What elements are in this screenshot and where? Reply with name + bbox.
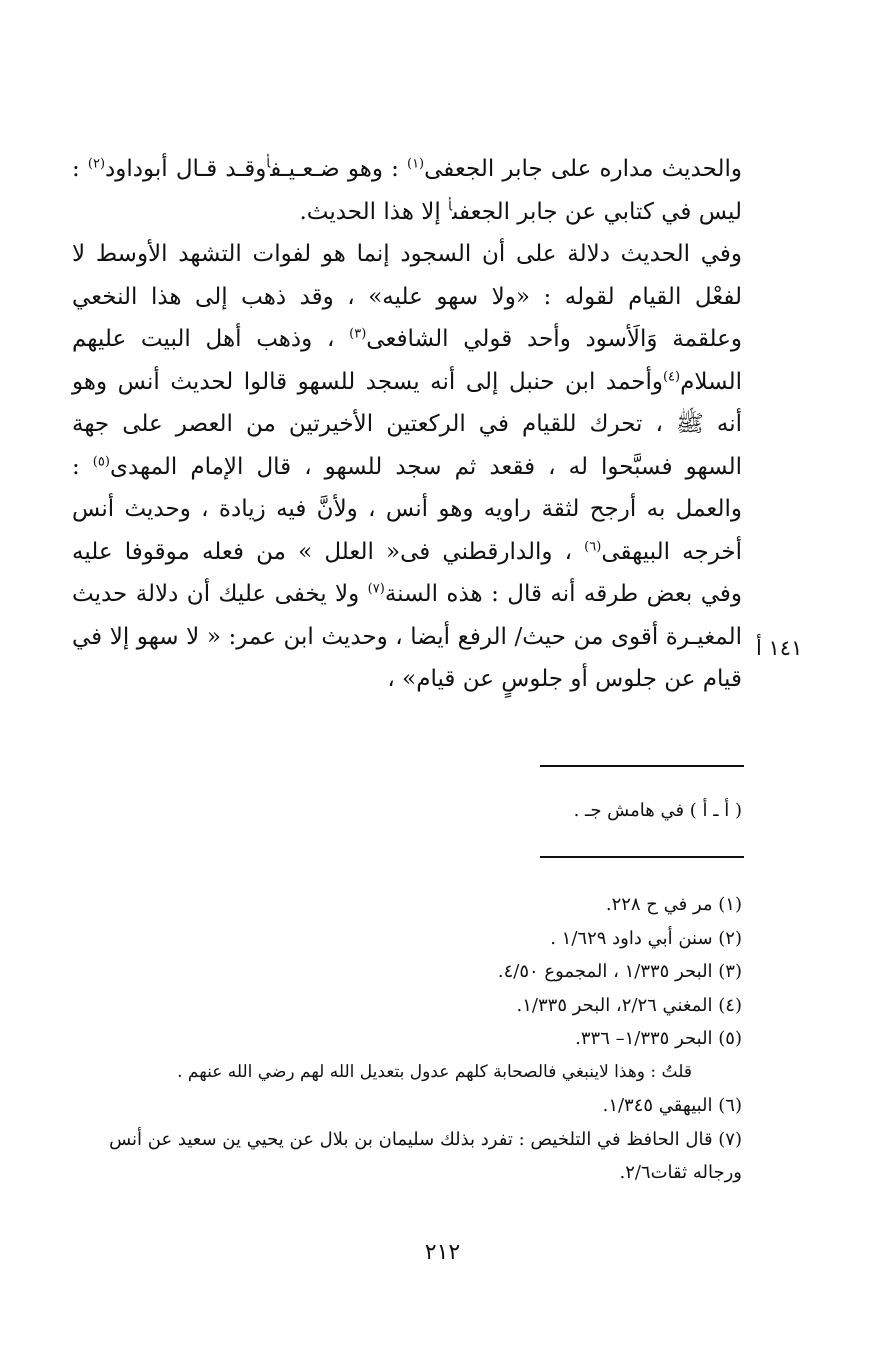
variant-note: ( أ ـ أ ) في هامش جـ . bbox=[573, 800, 742, 821]
text-run: ، والدارقطني فى« العلل » من فعله موقوفا عليه وفي بعض طرقه أنه قال : هذه السنة bbox=[72, 538, 742, 607]
footnote-marker: (٦) bbox=[584, 538, 602, 554]
text-run: وقـد قـال أبوداود bbox=[105, 156, 267, 182]
footnote-1: (١) مر في ح ٢٢٨. bbox=[605, 894, 742, 915]
footnote-3: (٣) البحر ١/٣٣٥ ، المجموع ٤/٥٠. bbox=[497, 961, 742, 982]
manuscript-folio-marker: ١٤١ أ bbox=[756, 636, 803, 660]
footnote-5: (٥) البحر ١/٣٣٥– ٣٣٦. bbox=[575, 1028, 742, 1049]
footnote-marker: (٥) bbox=[92, 453, 110, 469]
footnote-marker: (١) bbox=[406, 156, 425, 172]
footnote-4: (٤) المغني ٢/٢٦، البحر ١/٣٣٥. bbox=[516, 994, 742, 1016]
text-run: : وهو ضـعـيـف bbox=[270, 156, 407, 182]
text-run: إلا هذا الحديث. bbox=[299, 198, 449, 225]
paragraph-1 bbox=[72, 148, 742, 233]
text-run: ، وذهب أهل البيت عليهم السلام bbox=[72, 326, 742, 395]
footnote-marker: (٢) bbox=[87, 156, 106, 172]
paragraph-2 bbox=[72, 233, 742, 701]
note-marker: أ bbox=[266, 156, 271, 172]
text-run: : والعمل به أرجح لثقة راويه وهو أنس ، ولأنَّ فيه زيادة ، وحديث أنس أخرجه البيهقى bbox=[72, 453, 742, 565]
footnote-6: (٦) البيهقي ١/٣٤٥. bbox=[602, 1095, 742, 1116]
footnotes bbox=[62, 888, 742, 1190]
text-run: ولا يخفى عليك أن دلالة حديث المغيـرة أقوى من حيث/ الرفع أيضا ، وحديث ابن عمر: « لا سهو إلا في قيام عن جلوس أو جلوسٍ عن قيام» ، bbox=[72, 581, 742, 692]
footnote-7: (٧) قال الحافظ في التلخيص : تفرد بذلك سليمان بن بلال عن يحيي ين سعيد عن أنس ورجاله ثقات٢/٦. bbox=[109, 1128, 742, 1183]
footnote-marker: (٤) bbox=[662, 368, 681, 384]
separator-rule bbox=[540, 765, 744, 767]
main-text bbox=[72, 148, 742, 701]
footnote-5-comment: قلتُ : وهذا لاينبغي فالصحابة كلهم عدول بتعديل الله لهم رضي الله عنهم . bbox=[177, 1061, 692, 1082]
text-run: : ليس في كتابي عن جابر الجعفى bbox=[72, 156, 742, 225]
footnote-marker: (٣) bbox=[349, 326, 367, 342]
footnote-marker: (٧) bbox=[367, 581, 385, 597]
text-run: والحديث مداره على جابر الجعفى bbox=[424, 156, 742, 182]
separator-rule bbox=[540, 856, 744, 858]
note-marker: أ bbox=[448, 198, 453, 214]
footnote-2: (٢) سنن أبي داود ١/٦٢٩ . bbox=[550, 927, 742, 949]
page-number: ٢١٢ bbox=[424, 1240, 461, 1265]
text-run: وفي الحديث دلالة على أن السجود إنما هو لفوات التشهد الأوسط لا لفعْل القيام لقوله : «ولا سهو عليه» ، وقد ذهب إلى هذا النخعي وعلقمة وَالَأسود وأحد قولي الشافعى bbox=[72, 241, 742, 352]
text-run: وأحمد ابن حنبل إلى أنه يسجد للسهو قالوا لحديث أنس وهو أنه ﷺ ، تحرك للقيام في الركعتين الأخيرتين من العصر على جهة السهو فسبَّحوا له ، فقعد ثم سجد للسهو ، قال الإمام المهدى bbox=[72, 368, 743, 480]
